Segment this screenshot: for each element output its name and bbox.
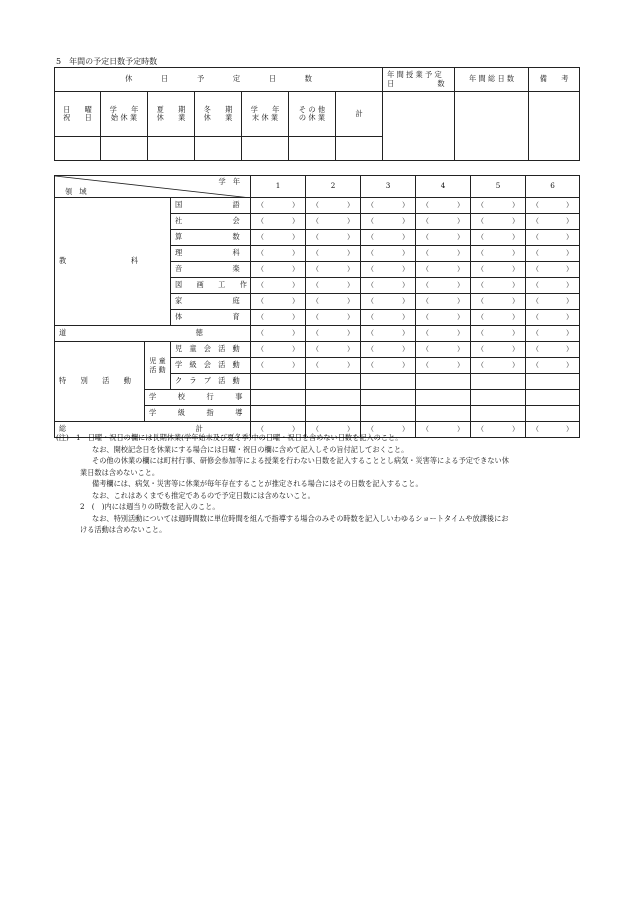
hours-cell[interactable] <box>416 342 471 358</box>
other-break-col: そ の 他 の 休 業 <box>289 92 336 137</box>
hours-cell[interactable] <box>251 278 306 294</box>
hours-cell[interactable] <box>416 198 471 214</box>
hours-cell[interactable] <box>416 262 471 278</box>
hours-cell[interactable] <box>471 374 526 390</box>
hours-cell[interactable] <box>361 198 416 214</box>
hours-cell[interactable] <box>361 246 416 262</box>
paren-close: ） <box>347 345 355 354</box>
hours-cell[interactable] <box>526 406 580 422</box>
input-cell[interactable] <box>242 137 289 161</box>
paren-close: ） <box>512 265 520 274</box>
paren-close: ） <box>347 217 355 226</box>
paren-close: ） <box>402 297 410 306</box>
paren-close: ） <box>512 233 520 242</box>
paren-open: （ <box>312 217 320 226</box>
paren-open: （ <box>257 345 265 354</box>
paren-close: ） <box>566 217 574 226</box>
hours-cell[interactable] <box>251 230 306 246</box>
paren-open: （ <box>532 425 540 434</box>
paren-close: ） <box>512 281 520 290</box>
paren-close: ） <box>292 345 300 354</box>
paren-close: ） <box>292 217 300 226</box>
hours-cell[interactable] <box>306 198 361 214</box>
paren-close: ） <box>566 201 574 210</box>
paren-close: ） <box>292 329 300 338</box>
paren-open: （ <box>312 249 320 258</box>
paren-open: （ <box>257 265 265 274</box>
paren-open: （ <box>367 329 375 338</box>
hours-cell[interactable] <box>306 214 361 230</box>
paren-open: （ <box>532 281 540 290</box>
notes-header: 備 考 <box>529 68 580 92</box>
hours-cell[interactable] <box>251 198 306 214</box>
paren-close: ） <box>566 265 574 274</box>
hours-cell[interactable] <box>251 326 306 342</box>
paren-open: （ <box>477 201 485 210</box>
subject-label: 算 数 <box>171 230 251 246</box>
annual-days-table <box>54 67 580 161</box>
hours-cell[interactable] <box>361 374 416 390</box>
paren-close: ） <box>457 281 465 290</box>
hours-cell[interactable] <box>471 214 526 230</box>
paren-open: （ <box>257 249 265 258</box>
paren-close: ） <box>402 265 410 274</box>
paren-close: ） <box>457 233 465 242</box>
paren-open: （ <box>257 425 265 434</box>
paren-close: ） <box>402 217 410 226</box>
paren-open: （ <box>422 201 430 210</box>
hours-cell[interactable] <box>306 246 361 262</box>
grade-header: 5 <box>471 176 526 198</box>
paren-open: （ <box>257 281 265 290</box>
paren-close: ） <box>292 361 300 370</box>
paren-close: ） <box>347 329 355 338</box>
paren-open: （ <box>257 217 265 226</box>
hours-cell[interactable] <box>251 374 306 390</box>
paren-close: ） <box>292 265 300 274</box>
paren-open: （ <box>422 361 430 370</box>
hours-cell[interactable] <box>416 326 471 342</box>
paren-close: ） <box>402 345 410 354</box>
paren-close: ） <box>512 201 520 210</box>
paren-open: （ <box>532 345 540 354</box>
student-activities-label: 児 童 活 動 <box>145 342 171 390</box>
input-cell[interactable] <box>195 137 242 161</box>
hours-cell[interactable] <box>526 278 580 294</box>
paren-close: ） <box>457 313 465 322</box>
hours-cell[interactable] <box>416 294 471 310</box>
note-line: その他の休業の欄には町村行事、研修会参加等による授業を行わない日数を記入することとし病気・災害等による予定できない休 <box>92 456 509 465</box>
paren-open: （ <box>367 233 375 242</box>
paren-close: ） <box>402 425 410 434</box>
hours-cell[interactable] <box>306 310 361 326</box>
hours-cell[interactable] <box>251 342 306 358</box>
paren-open: （ <box>312 233 320 242</box>
paren-close: ） <box>457 361 465 370</box>
hours-cell[interactable] <box>306 326 361 342</box>
paren-close: ） <box>347 201 355 210</box>
hours-cell[interactable] <box>251 406 306 422</box>
paren-open: （ <box>367 281 375 290</box>
paren-close: ） <box>292 425 300 434</box>
hours-cell[interactable] <box>251 294 306 310</box>
sunday-holiday-col: 日 曜 祝 日 <box>55 92 101 137</box>
paren-close: ） <box>347 265 355 274</box>
paren-open: （ <box>477 345 485 354</box>
hours-cell[interactable] <box>306 406 361 422</box>
paren-open: （ <box>532 233 540 242</box>
paren-open: （ <box>312 313 320 322</box>
paren-close: ） <box>457 345 465 354</box>
hours-cell[interactable] <box>416 358 471 374</box>
hours-cell[interactable] <box>526 358 580 374</box>
paren-open: （ <box>312 361 320 370</box>
paren-close: ） <box>566 425 574 434</box>
hours-cell[interactable] <box>251 390 306 406</box>
hours-cell[interactable] <box>526 374 580 390</box>
hours-cell[interactable] <box>251 310 306 326</box>
paren-close: ） <box>292 281 300 290</box>
paren-close: ） <box>457 329 465 338</box>
paren-open: （ <box>312 297 320 306</box>
grade-header: 1 <box>251 176 306 198</box>
paren-close: ） <box>347 249 355 258</box>
input-cell[interactable] <box>148 137 195 161</box>
activity-label: 学 級 会 活 動 <box>171 358 251 374</box>
paren-open: （ <box>367 217 375 226</box>
hours-cell[interactable] <box>361 230 416 246</box>
paren-open: （ <box>532 313 540 322</box>
paren-close: ） <box>566 345 574 354</box>
paren-close: ） <box>347 313 355 322</box>
hours-cell[interactable] <box>471 294 526 310</box>
subject-label: 理 科 <box>171 246 251 262</box>
paren-open: （ <box>422 249 430 258</box>
hours-cell[interactable] <box>361 390 416 406</box>
paren-open: （ <box>367 297 375 306</box>
paren-close: ） <box>292 249 300 258</box>
hours-cell[interactable] <box>306 374 361 390</box>
total-days-header: 年 間 総 日 数 <box>455 68 529 92</box>
paren-close: ） <box>512 329 520 338</box>
paren-close: ） <box>402 281 410 290</box>
paren-open: （ <box>422 297 430 306</box>
paren-close: ） <box>292 201 300 210</box>
annual-hours-table <box>54 175 580 438</box>
hours-cell[interactable] <box>471 342 526 358</box>
hours-cell[interactable] <box>471 230 526 246</box>
hours-cell[interactable] <box>526 342 580 358</box>
paren-close: ） <box>512 249 520 258</box>
hours-cell[interactable] <box>361 278 416 294</box>
class-days-header: 年 間 授 業 予 定 日 数 <box>383 68 455 92</box>
hours-cell[interactable] <box>416 390 471 406</box>
notes <box>56 432 576 536</box>
hours-cell[interactable] <box>471 278 526 294</box>
hours-cell[interactable] <box>361 326 416 342</box>
paren-close: ） <box>402 329 410 338</box>
paren-open: （ <box>477 313 485 322</box>
hours-cell[interactable] <box>251 262 306 278</box>
paren-open: （ <box>422 233 430 242</box>
note-line: 業日数は含めないこと。 <box>80 467 160 477</box>
corner-header <box>55 176 251 198</box>
hours-cell[interactable] <box>306 358 361 374</box>
paren-open: （ <box>312 265 320 274</box>
subject-label: 体 育 <box>171 310 251 326</box>
paren-open: （ <box>257 201 265 210</box>
hours-cell[interactable] <box>251 246 306 262</box>
paren-open: （ <box>367 265 375 274</box>
hours-cell[interactable] <box>361 214 416 230</box>
paren-open: （ <box>312 425 320 434</box>
hours-cell[interactable] <box>526 390 580 406</box>
hours-cell[interactable] <box>471 310 526 326</box>
corner-domain-label: 領 域 <box>65 186 87 196</box>
corner-grade-label: 学 年 <box>218 177 241 186</box>
paren-open: （ <box>367 361 375 370</box>
grade-header: 6 <box>526 176 580 198</box>
paren-close: ） <box>347 281 355 290</box>
paren-open: （ <box>422 425 430 434</box>
section-title: 5 年間の予定日数予定時数 <box>56 57 158 66</box>
moral-label: 道 徳 <box>55 326 251 342</box>
grade-header: 3 <box>361 176 416 198</box>
total-days-value[interactable] <box>455 92 529 161</box>
hours-cell[interactable] <box>306 230 361 246</box>
paren-close: ） <box>457 297 465 306</box>
paren-open: （ <box>422 217 430 226</box>
paren-open: （ <box>477 249 485 258</box>
paren-open: （ <box>257 313 265 322</box>
hours-cell[interactable] <box>526 262 580 278</box>
hours-cell[interactable] <box>251 358 306 374</box>
paren-open: （ <box>257 233 265 242</box>
subject-label: 音 楽 <box>171 262 251 278</box>
activity-label: ク ラ ブ 活 動 <box>171 374 251 390</box>
subject-label: 家 庭 <box>171 294 251 310</box>
paren-close: ） <box>566 361 574 370</box>
paren-close: ） <box>402 313 410 322</box>
hours-cell[interactable] <box>526 294 580 310</box>
school-events-label: 学 校 行 事 <box>145 390 251 406</box>
paren-close: ） <box>347 425 355 434</box>
paren-open: （ <box>257 361 265 370</box>
winter-break-col: 冬 期 休 業 <box>195 92 242 137</box>
total-label: 総 計 <box>55 422 251 438</box>
paren-close: ） <box>566 313 574 322</box>
hours-cell[interactable] <box>361 310 416 326</box>
hours-cell[interactable] <box>416 230 471 246</box>
paren-close: ） <box>512 313 520 322</box>
paren-open: （ <box>477 297 485 306</box>
note-line: (注) 1 日曜・祝日の欄には長期休業(学年始末及び夏冬季)中の日曜・祝日を含めない日数を記入のこと。 <box>56 433 403 442</box>
hours-cell[interactable] <box>361 358 416 374</box>
hours-cell[interactable] <box>361 294 416 310</box>
hours-cell[interactable] <box>306 294 361 310</box>
paren-close: ） <box>512 345 520 354</box>
special-activities-label: 特 別 活 動 <box>55 342 145 422</box>
input-cell[interactable] <box>336 137 383 161</box>
paren-open: （ <box>532 249 540 258</box>
hours-cell[interactable] <box>471 406 526 422</box>
paren-open: （ <box>532 297 540 306</box>
paren-close: ） <box>402 361 410 370</box>
summer-break-col: 夏 期 休 業 <box>148 92 195 137</box>
paren-close: ） <box>292 233 300 242</box>
paren-open: （ <box>532 265 540 274</box>
paren-open: （ <box>422 281 430 290</box>
hours-cell[interactable] <box>361 342 416 358</box>
grade-header: 2 <box>306 176 361 198</box>
note-line: なお、開校記念日を休業にする場合には日曜・祝日の欄に含めて記入しその旨付記しておくこと。 <box>92 444 409 454</box>
hours-cell[interactable] <box>361 262 416 278</box>
paren-close: ） <box>512 361 520 370</box>
hours-cell[interactable] <box>416 278 471 294</box>
paren-open: （ <box>532 201 540 210</box>
paren-close: ） <box>566 297 574 306</box>
hours-cell[interactable] <box>526 230 580 246</box>
hours-cell[interactable] <box>526 310 580 326</box>
paren-close: ） <box>512 217 520 226</box>
paren-close: ） <box>457 425 465 434</box>
note-line: 2 ( )内には週当りの時数を記入のこと。 <box>80 502 220 511</box>
hours-cell[interactable] <box>306 342 361 358</box>
hours-cell[interactable] <box>471 246 526 262</box>
paren-open: （ <box>257 297 265 306</box>
note-line: なお、これはあくまでも推定であるので予定日数には含めないこと。 <box>92 490 315 500</box>
subtotal-col: 計 <box>336 92 383 137</box>
paren-close: ） <box>347 361 355 370</box>
paren-close: ） <box>402 201 410 210</box>
hours-cell[interactable] <box>361 406 416 422</box>
notes-value[interactable] <box>529 92 580 161</box>
hours-cell[interactable] <box>416 246 471 262</box>
paren-open: （ <box>477 425 485 434</box>
paren-open: （ <box>477 265 485 274</box>
paren-close: ） <box>566 281 574 290</box>
paren-open: （ <box>367 313 375 322</box>
subject-label: 図 画 工 作 <box>171 278 251 294</box>
subjects-group-label: 教 科 <box>55 198 171 326</box>
hours-cell[interactable] <box>471 390 526 406</box>
subject-label: 国 語 <box>171 198 251 214</box>
hours-cell[interactable] <box>526 198 580 214</box>
hours-cell[interactable] <box>471 262 526 278</box>
paren-open: （ <box>477 329 485 338</box>
paren-open: （ <box>422 265 430 274</box>
paren-close: ） <box>347 297 355 306</box>
paren-open: （ <box>312 345 320 354</box>
paren-open: （ <box>367 345 375 354</box>
input-cell[interactable] <box>55 137 101 161</box>
paren-open: （ <box>367 201 375 210</box>
paren-open: （ <box>312 281 320 290</box>
paren-close: ） <box>457 265 465 274</box>
hours-cell[interactable] <box>526 326 580 342</box>
paren-open: （ <box>312 329 320 338</box>
paren-open: （ <box>257 329 265 338</box>
hours-cell[interactable] <box>251 214 306 230</box>
paren-open: （ <box>532 361 540 370</box>
paren-open: （ <box>477 361 485 370</box>
hours-cell[interactable] <box>526 246 580 262</box>
paren-close: ） <box>512 297 520 306</box>
paren-open: （ <box>532 329 540 338</box>
class-days-value[interactable] <box>383 92 455 161</box>
hours-cell[interactable] <box>471 326 526 342</box>
paren-open: （ <box>422 313 430 322</box>
paren-open: （ <box>367 425 375 434</box>
hours-cell[interactable] <box>471 358 526 374</box>
hours-cell[interactable] <box>416 374 471 390</box>
paren-open: （ <box>477 217 485 226</box>
hours-cell[interactable] <box>306 278 361 294</box>
paren-close: ） <box>512 425 520 434</box>
paren-close: ） <box>402 249 410 258</box>
hours-cell[interactable] <box>471 198 526 214</box>
input-cell[interactable] <box>289 137 336 161</box>
paren-close: ） <box>457 249 465 258</box>
year-start-break-col: 学 年 始 休 業 <box>101 92 148 137</box>
paren-close: ） <box>457 217 465 226</box>
paren-close: ） <box>566 329 574 338</box>
class-guidance-label: 学 級 指 導 <box>145 406 251 422</box>
paren-open: （ <box>422 329 430 338</box>
paren-close: ） <box>457 201 465 210</box>
activity-label: 児 童 会 活 動 <box>171 342 251 358</box>
paren-close: ） <box>566 249 574 258</box>
paren-open: （ <box>312 201 320 210</box>
paren-open: （ <box>367 249 375 258</box>
hours-cell[interactable] <box>306 262 361 278</box>
paren-close: ） <box>347 233 355 242</box>
note-line: なお、特別活動については週時間数に単位時間を組んで指導する場合のみその時数を記入しいわゆるショートタイムや放課後にお <box>92 513 509 523</box>
subject-label: 社 会 <box>171 214 251 230</box>
paren-open: （ <box>422 345 430 354</box>
hours-cell[interactable] <box>526 214 580 230</box>
paren-open: （ <box>477 281 485 290</box>
grade-header: 4 <box>416 176 471 198</box>
holiday-days-header: 休 日 予 定 日 数 <box>55 68 383 92</box>
year-end-break-col: 学 年 末 休 業 <box>242 92 289 137</box>
note-line: 備考欄には、病気・災害等に休業が毎年存在することが推定される場合にはその日数を記入すること。 <box>92 479 423 488</box>
paren-close: ） <box>566 233 574 242</box>
paren-close: ） <box>402 233 410 242</box>
note-line: ける活動は含めないこと。 <box>80 525 167 534</box>
hours-cell[interactable] <box>416 214 471 230</box>
hours-cell[interactable] <box>416 406 471 422</box>
hours-cell[interactable] <box>416 310 471 326</box>
paren-open: （ <box>532 217 540 226</box>
paren-close: ） <box>292 313 300 322</box>
paren-open: （ <box>477 233 485 242</box>
paren-close: ） <box>292 297 300 306</box>
input-cell[interactable] <box>101 137 148 161</box>
hours-cell[interactable] <box>306 390 361 406</box>
